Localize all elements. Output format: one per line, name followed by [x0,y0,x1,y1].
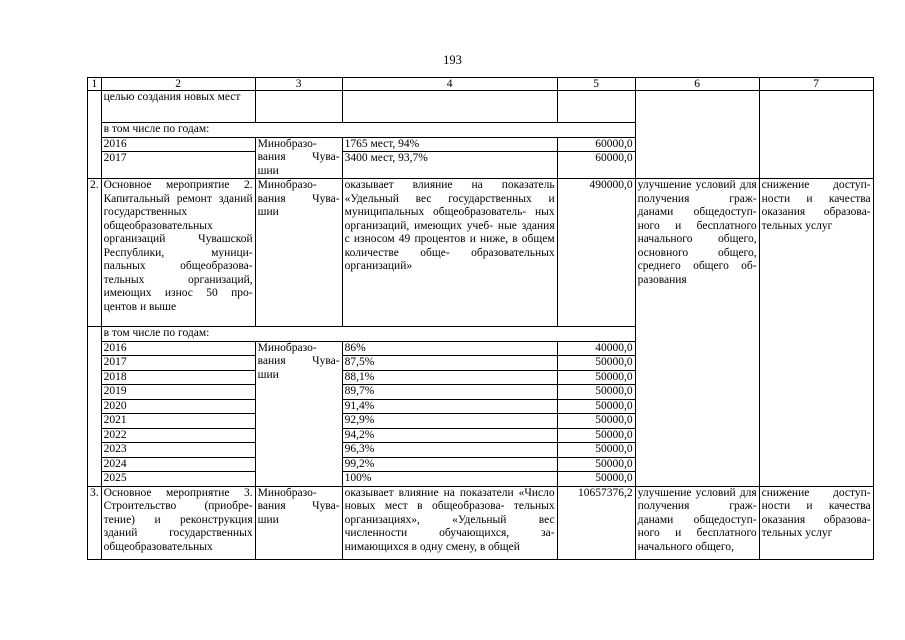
row2-year-amount: 50000,0 [557,428,635,443]
row2-description: Основное мероприятие 2. Капитальный ремонт зданий государственных общеобразовательных организаций Чувашской Республики, муници- пальных общеобразова- тельных организаций, имеющих износ 50 про- центов и выше [101,179,255,327]
header-col-3: 3 [255,78,342,91]
row3-indicator: оказывает влияние на показатели «Число новых мест в общеобразова- тельных организациях», «Удельный вес численности обучающихся, за- нимающихся в одну смену, в общей [342,486,557,559]
top-year: 2017 [101,152,255,179]
row2-year-indicator: 94,2% [342,428,557,443]
header-col-2: 2 [101,78,255,91]
row2-year-indicator: 86% [342,341,557,356]
row2-year-amount: 50000,0 [557,370,635,385]
top-year: 2016 [101,137,255,152]
row3-number: 3. [88,486,102,559]
row2-year: 2016 [101,341,255,356]
row3-result: улучшение условий для получения граж- данами общедоступ- ного и бесплатного начального общего, [635,486,759,559]
row2-year-amount: 50000,0 [557,385,635,400]
row2-year-indicator: 87,5% [342,356,557,371]
row2-year: 2023 [101,443,255,458]
top-subheader: в том числе по годам: [101,123,635,138]
header-col-1: 1 [88,78,102,91]
row3-amount: 10657376,2 [557,486,635,559]
row2-year: 2024 [101,457,255,472]
row3-main [88,486,874,559]
row2-executor: Минобразо- вания Чува- шии [255,179,342,327]
row2-year-indicator: 91,4% [342,399,557,414]
row2-year: 2019 [101,385,255,400]
top-description: целью создания новых мест [101,91,255,123]
top-description-row [88,91,874,123]
row3-executor: Минобразо- вания Чува- шии [255,486,342,559]
row2-year-indicator: 89,7% [342,385,557,400]
row2-year-indicator: 96,3% [342,443,557,458]
header-col-4: 4 [342,78,557,91]
row2-year: 2017 [101,356,255,371]
row2-year: 2020 [101,399,255,414]
row2-year-indicator: 100% [342,472,557,487]
row2-year: 2021 [101,414,255,429]
row2-year-amount: 40000,0 [557,341,635,356]
row2-year-indicator: 99,2% [342,457,557,472]
row2-year-amount: 50000,0 [557,356,635,371]
row2-year-amount: 50000,0 [557,472,635,487]
top-amount: 60000,0 [557,137,635,152]
row2-main [88,179,874,327]
row2-year: 2025 [101,472,255,487]
row3-description: Основное мероприятие 3. Строительство (приобре- тение) и реконструкция зданий государственных общеобразовательных [101,486,255,559]
row2-number: 2. [88,179,102,327]
top-executor: Минобразо- вания Чува- шии [255,137,342,179]
row2-year-amount: 50000,0 [557,457,635,472]
row3-risk: снижение доступ- ности и качества оказания образова- тельных услуг [759,486,873,559]
row2-year: 2018 [101,370,255,385]
row2-result: улучшение условий для получения граж- данами общедоступ- ного и бесплатного начального общего, основного общего, среднего общего об- разования [635,179,759,487]
row2-year-indicator: 92,9% [342,414,557,429]
top-indicator: 1765 мест, 94% [342,137,557,152]
row2-year-executor: Минобразо- вания Чува- шии [255,341,342,486]
row2-year-indicator: 88,1% [342,370,557,385]
row2-amount: 490000,0 [557,179,635,327]
row2-subheader: в том числе по годам: [101,327,635,342]
header-col-7: 7 [759,78,873,91]
top-amount: 60000,0 [557,152,635,179]
header-row [88,78,874,91]
top-year-row [88,137,874,152]
header-col-5: 5 [557,78,635,91]
row2-year-amount: 50000,0 [557,399,635,414]
row2-risk: снижение доступ- ности и качества оказания образова- тельных услуг [759,179,873,487]
row2-year-amount: 50000,0 [557,443,635,458]
row2-year: 2022 [101,428,255,443]
top-indicator: 3400 мест, 93,7% [342,152,557,179]
row2-indicator: оказывает влияние на показатель «Удельный вес государственных и муниципальных общеобразователь- ных организаций, имеющих учеб- ные здания с износом 49 процентов и ниже, в общем количестве обще- образовательных организаций» [342,179,557,327]
program-table [87,77,874,560]
header-col-6: 6 [635,78,759,91]
row2-year-amount: 50000,0 [557,414,635,429]
page-number: 193 [443,53,462,67]
